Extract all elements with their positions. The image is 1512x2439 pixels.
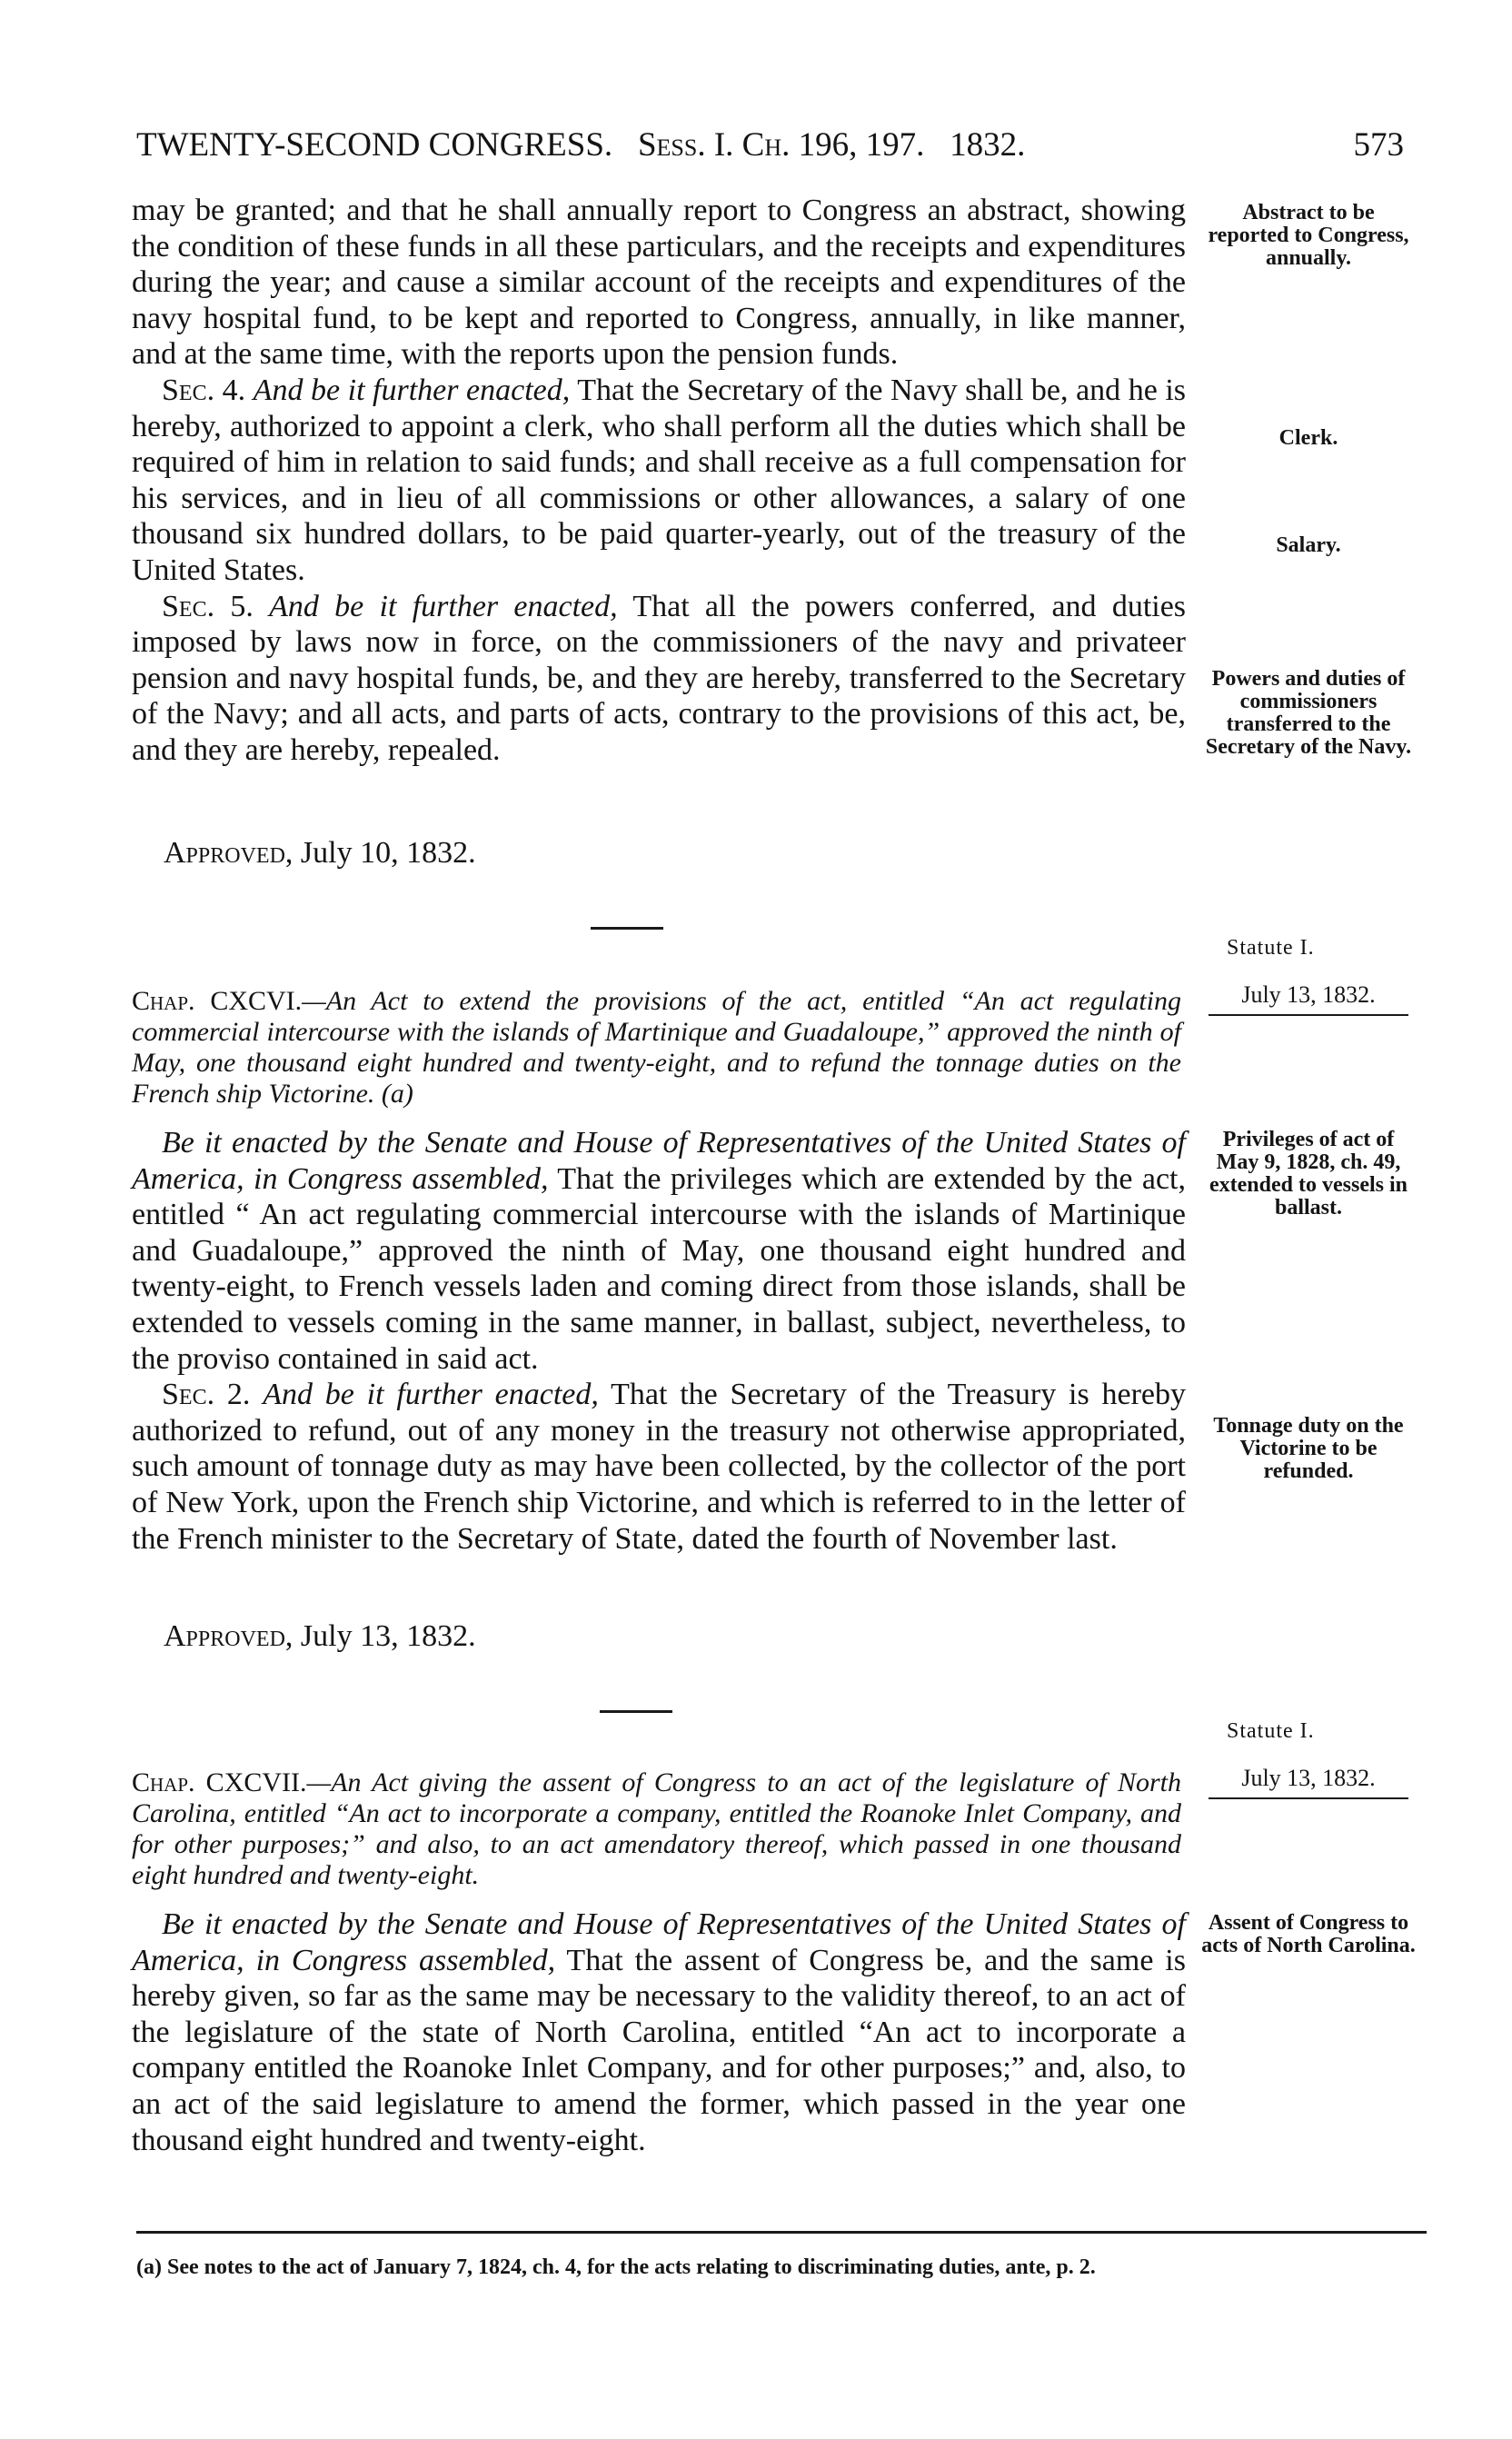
chapter-196-sec2-enacting: And be it further enacted, [263, 1378, 599, 1412]
chapter-196-enacting-clause: Be it enacted by the Senate and House of Representatives of the United States of America, in Congress assembled, [132, 1126, 1186, 1196]
chapter-196-text-1: That the privileges which are extended by the act, entitled “ An act regulating commercial intercourse with the islands of Martinique and Guadaloupe,” approved the ninth of May, one thousand eight hundred and twenty-eight, to French vessels laden and coming direct from those islands, shall be extended to vessels coming in the same manner, in ballast, subject, nevertheless, to the proviso contained in said act. [132, 1161, 1186, 1376]
running-header [136, 123, 1404, 168]
header-title [136, 123, 1025, 168]
section-divider-2 [600, 1710, 672, 1713]
continuation-paragraph: may be granted; and that he shall annually report to Congress an abstract, showing the condition of these funds in all these particulars, and the receipts and expenditures during the year; and cause a similar account of the receipts and expenditures of the navy hospital fund, to be kept and reported to Congress, annually, in like manner, and at the same time, with the reports upon the pension funds. [132, 194, 1186, 372]
chapter-197-heading [132, 1767, 1181, 1891]
margin-note-salary: Salary. [1276, 533, 1341, 557]
header-session: Sess. I. [637, 126, 734, 164]
statute-label-196: Statute I. [1227, 936, 1315, 960]
margin-note-powers: Powers and duties of commissioners transferred to the Secretary of the Navy. [1205, 667, 1412, 759]
section-4-enacting: And be it further enacted, [253, 373, 571, 407]
statute-label-197: Statute I. [1227, 1719, 1315, 1743]
chapter-197-section-1 [132, 1906, 1186, 2158]
margin-note-tonnage: Tonnage duty on the Victorine to be refunded. [1213, 1414, 1404, 1483]
section-5-label: Sec. 5. [162, 589, 254, 623]
chapter-196-label: Chap. CXCVI. [132, 986, 303, 1016]
section-divider-1 [591, 927, 663, 930]
section-5 [132, 589, 1186, 769]
chapter-196-approved-date: July 13, 1832. [300, 1619, 476, 1653]
chapter-197-date: July 13, 1832. [1209, 1765, 1408, 1799]
chapter-196-section-2 [132, 1377, 1186, 1557]
approved-date: July 10, 1832. [300, 836, 476, 870]
section-4-label: Sec. 4. [162, 373, 246, 407]
section-5-enacting: And be it further enacted, [269, 589, 618, 623]
chapter-196-heading [132, 986, 1181, 1110]
margin-note-privileges: Privileges of act of May 9, 1828, ch. 49, extended to vessels in ballast. [1209, 1128, 1408, 1220]
chapter-197-body [132, 1906, 1186, 2158]
margin-note-abstract: Abstract to be reported to Congress, annually. [1208, 201, 1409, 270]
margin-note-assent: Assent of Congress to acts of North Carolina. [1201, 1911, 1416, 1957]
chapter-196-sec2-label: Sec. 2. [162, 1378, 251, 1412]
chapter-197-title: —An Act giving the assent of Congress to an act of the legislature of North Carolina, entitled “An act to incorporate a company, entitled the Roanoke Inlet Company, and for other purposes;” and also, to an act amendatory thereof, which passed in one thousand eight hundred and twenty-eight. [132, 1767, 1181, 1890]
chapter-196-body [132, 1125, 1186, 1557]
chapter-196-sec2-text: That the Secretary of the Treasury is hereby authorized to refund, out of any money in the treasury not otherwise appropriated, such amount of tonnage duty as may have been collected, by the collector of the port of New York, upon the French ship Victorine, and which is referred to in the letter of the French minister to the Secretary of State, dated the fourth of November last. [132, 1378, 1187, 1556]
section-4 [132, 373, 1186, 589]
section-5-text: That all the powers conferred, and duties imposed by laws now in force, on the commissioners of the navy and privateer pension and navy hospital funds, be, and they are hereby, transferred to the Secretary of the Navy; and all acts, and parts of acts, contrary to the provisions of this act, be, and they are hereby, repealed. [132, 589, 1187, 767]
chapter-196-date: July 13, 1832. [1209, 981, 1408, 1016]
chapter-196-approved-label: Approved, [164, 1619, 293, 1653]
page-number: 573 [1353, 126, 1404, 164]
footnote-rule [136, 2231, 1427, 2234]
approved-line-1 [164, 836, 476, 871]
header-year: 1832. [950, 126, 1026, 164]
chapter-196-title: —An Act to extend the provisions of the act, entitled “An act regulating commercial intercourse with the islands of Martinique and Guadaloupe,” approved the ninth of May, one thousand eight hundred and twenty-eight, and to refund the tonnage duties on the French ship Victorine. (a) [132, 986, 1181, 1109]
top-section [132, 193, 1186, 769]
footnote: (a) See notes to the act of January 7, 1824, ch. 4, for the acts relating to discriminating duties, ante, p. 2. [136, 2255, 1096, 2279]
margin-note-clerk: Clerk. [1278, 426, 1338, 450]
chapter-197-label: Chap. CXCVII. [132, 1767, 307, 1797]
section-4-text: That the Secretary of the Navy shall be, and he is hereby, authorized to appoint a clerk, who shall perform all the duties which shall be required of him in relation to said funds; and shall receive as a full compensation for his services, and in lieu of all commissions or other allowances, a salary of one thousand six hundred dollars, to be paid quarter-yearly, out of the treasury of the United States. [132, 373, 1187, 587]
chapter-197-enacting-clause: Be it enacted by the Senate and House of Representatives of the United States of America, in Congress assembled, [132, 1907, 1186, 1977]
header-chapters: Ch. 196, 197. [741, 126, 925, 164]
chapter-197-text-1: That the assent of Congress be, and the same is hereby given, so far as the same may be necessary to the validity thereof, to an act of the legislature of the state of North Carolina, entitled “An act to incorporate a company entitled the Roanoke Inlet Company, and for other purposes;” and, also, to an act of the said legislature to amend the former, which passed in the year one thousand eight hundred and twenty-eight. [132, 1943, 1186, 2157]
approved-label: Approved, [164, 836, 293, 870]
header-congress: TWENTY-SECOND CONGRESS. [136, 126, 613, 164]
chapter-196-section-1 [132, 1125, 1186, 1377]
approved-line-2 [164, 1619, 476, 1654]
